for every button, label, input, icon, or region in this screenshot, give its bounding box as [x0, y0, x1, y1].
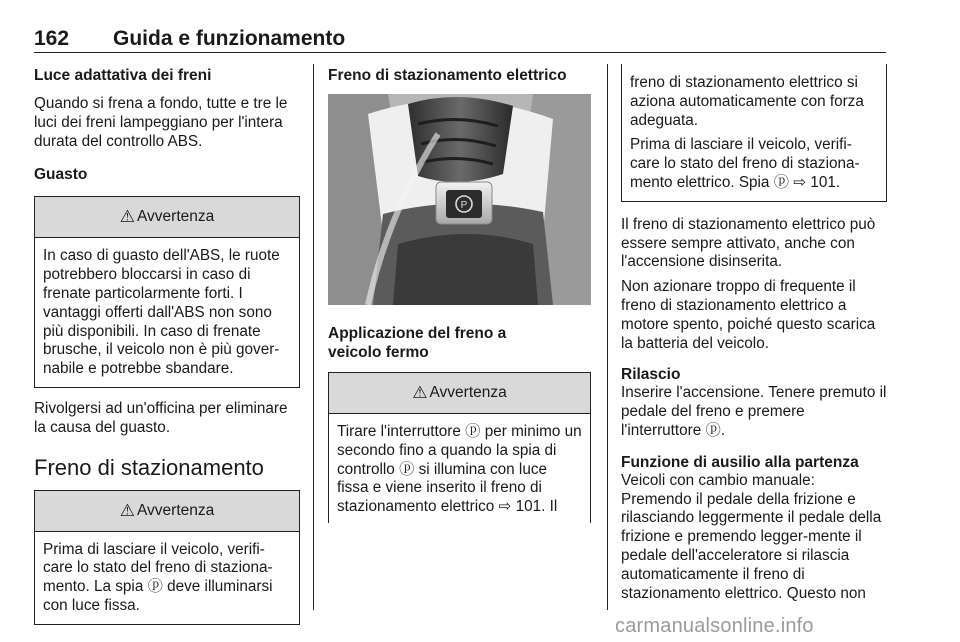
paragraph-always-activated: Il freno di stazionamento elettrico può essere sempre attivato, anche con l'accensione disinserita. — [621, 215, 876, 271]
warning-title: Avvertenza — [429, 384, 507, 401]
heading-adaptive-brake-light: Luce adattativa dei freni — [34, 67, 212, 84]
section-title-parking-brake: Freno di stazionamento — [34, 454, 264, 480]
column-2 — [328, 66, 593, 523]
heading-drive-away-assist: Funzione di ausilio alla partenza — [621, 453, 859, 471]
warning-box-parking — [34, 490, 300, 625]
warning-box-continued — [621, 64, 887, 202]
console-photo — [328, 94, 591, 305]
warning-text: Tirare l'interruttore ⓟ per minimo un secondo fino a quando la spia di controllo ⓟ si illumina con luce fissa e viene inserito il freno di stazionamento elettrico ⇨ 101. Il — [337, 423, 582, 516]
warning-header — [329, 373, 590, 414]
warning-text: Prima di lasciare il veicolo, verifi-care lo stato del freno di staziona-mento. La spia ⓟ deve illuminarsi con luce fissa. — [43, 540, 273, 614]
svg-text:P: P — [460, 200, 468, 211]
header-rule — [34, 52, 886, 53]
warning-text: In caso di guasto dell'ABS, le ruote potrebbero bloccarsi in caso di frenate particolarmente forti. I vantaggi offerti dall'ABS non sono più disponibili. In caso di frenate brusche, il veicolo non è più gover-nabile e potrebbe sbandare. — [43, 247, 280, 378]
warning-box-abs — [34, 196, 300, 388]
paragraph-drive-away-assist: Veicoli con cambio manuale: Premendo il pedale della frizione e rilasciando leggermente il pedale della frizione e premendo legger-mente il pedale dell'acceleratore si rilascia automaticamente il freno di stazionamento elettrico. Questo non — [621, 471, 882, 602]
heading-fault: Guasto — [34, 166, 88, 184]
warning-header — [35, 491, 299, 532]
warning-title: Avvertenza — [136, 501, 215, 519]
heading-apply-brake: Applicazione del freno a veicolo fermo — [328, 325, 507, 361]
paragraph-battery: Non azionare troppo di frequente il freno di stazionamento elettrico a motore spento, poiché questo scarica la batteria del veicolo. — [621, 278, 876, 352]
watermark-text: carmanualsonline.info — [615, 615, 814, 637]
paragraph-release: Inserire l'accensione. Tenere premuto il pedale del freno e premere l'interruttore ⓟ. — [621, 384, 887, 439]
column-1 — [34, 66, 300, 625]
warning-triangle-icon: ⚠ — [119, 500, 135, 520]
warning-header — [35, 197, 299, 238]
column-3 — [621, 64, 887, 603]
paragraph-workshop: Rivolgersi ad un'officina per eliminare la causa del guasto. — [34, 399, 288, 436]
warning-box-apply — [328, 372, 591, 523]
warning-title: Avvertenza — [136, 208, 215, 226]
paragraph-adaptive-brake-light: Quando si frena a fondo, tutte e tre le luci dei freni lampeggiano per l'intera durata del controllo ABS. — [34, 95, 288, 150]
column-divider-1 — [313, 64, 314, 610]
column-divider-2 — [607, 64, 608, 610]
warning-triangle-icon: ⚠ — [412, 383, 428, 402]
heading-electric-parking-brake: Freno di stazionamento elettrico — [328, 67, 567, 84]
chapter-title: Guida e funzionamento — [113, 27, 346, 50]
warning-triangle-icon: ⚠ — [119, 207, 135, 227]
warning-continued-text-1: freno di stazionamento elettrico si aziona automaticamente con forza adeguata. — [630, 74, 864, 129]
warning-continued-text-2: Prima di lasciare il veicolo, verifi-care lo stato del freno di staziona-mento elettrico. Spia ⓟ ⇨ 101. — [630, 136, 860, 191]
heading-release: Rilascio — [621, 366, 681, 384]
console-photo-illustration — [328, 94, 591, 305]
page-number: 162 — [34, 27, 70, 50]
